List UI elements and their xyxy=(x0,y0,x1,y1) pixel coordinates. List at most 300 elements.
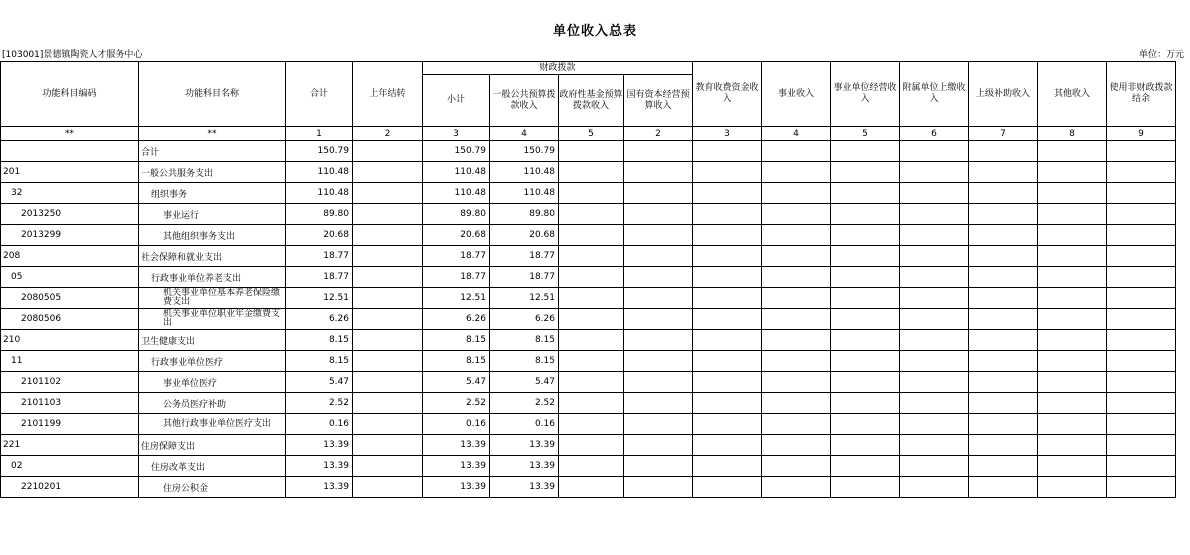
row-total-cell: 110.48 xyxy=(286,162,353,183)
index-row xyxy=(1,127,1176,141)
row-general-budget-cell: 0.16 xyxy=(490,414,559,435)
row-empty-cell xyxy=(559,351,624,372)
row-empty-cell xyxy=(559,204,624,225)
row-empty-cell xyxy=(831,288,900,309)
row-code-cell xyxy=(1,141,139,162)
row-empty-cell xyxy=(969,204,1038,225)
row-empty-cell xyxy=(762,246,831,267)
row-empty-cell xyxy=(1038,393,1107,414)
row-empty-cell xyxy=(831,414,900,435)
row-empty-cell xyxy=(624,225,693,246)
row-empty-cell xyxy=(762,204,831,225)
row-total-cell: 13.39 xyxy=(286,477,353,498)
row-total-cell: 150.79 xyxy=(286,141,353,162)
header-row-1 xyxy=(1,62,1176,75)
row-empty-cell xyxy=(559,309,624,330)
row-empty-cell xyxy=(969,141,1038,162)
row-carryover-cell xyxy=(353,477,423,498)
row-empty-cell xyxy=(831,225,900,246)
row-empty-cell xyxy=(900,162,969,183)
header-education-fee: 教育收费资金收入 xyxy=(693,62,762,127)
row-subtotal-cell: 13.39 xyxy=(423,456,490,477)
row-empty-cell xyxy=(559,183,624,204)
header-code: 功能科目编码 xyxy=(1,62,139,127)
row-empty-cell xyxy=(693,246,762,267)
row-empty-cell xyxy=(693,456,762,477)
row-empty-cell xyxy=(762,372,831,393)
table-row xyxy=(1,393,1176,414)
row-empty-cell xyxy=(900,330,969,351)
row-name-cell: 组织事务 xyxy=(139,183,286,204)
row-empty-cell xyxy=(693,204,762,225)
row-empty-cell xyxy=(1038,141,1107,162)
row-empty-cell xyxy=(1107,372,1176,393)
index-cell: 4 xyxy=(490,127,559,141)
header-superior-subsidy: 上级补助收入 xyxy=(969,62,1038,127)
row-empty-cell xyxy=(1107,246,1176,267)
row-empty-cell xyxy=(1107,288,1176,309)
row-empty-cell xyxy=(559,225,624,246)
row-empty-cell xyxy=(624,456,693,477)
row-empty-cell xyxy=(1038,225,1107,246)
row-empty-cell xyxy=(900,309,969,330)
row-code-cell: 2210201 xyxy=(1,477,139,498)
index-cell: 8 xyxy=(1038,127,1107,141)
row-empty-cell xyxy=(900,351,969,372)
row-total-cell: 0.16 xyxy=(286,414,353,435)
row-empty-cell xyxy=(1107,456,1176,477)
row-empty-cell xyxy=(693,414,762,435)
row-empty-cell xyxy=(624,246,693,267)
row-carryover-cell xyxy=(353,225,423,246)
row-general-budget-cell: 8.15 xyxy=(490,330,559,351)
row-empty-cell xyxy=(900,456,969,477)
row-empty-cell xyxy=(831,372,900,393)
row-empty-cell xyxy=(762,456,831,477)
row-empty-cell xyxy=(1107,351,1176,372)
header-non-fiscal-balance: 使用非财政拨款结余 xyxy=(1107,62,1176,127)
row-empty-cell xyxy=(969,246,1038,267)
row-empty-cell xyxy=(831,267,900,288)
row-name-cell: 合计 xyxy=(139,141,286,162)
row-empty-cell xyxy=(624,372,693,393)
row-code-cell: 2101102 xyxy=(1,372,139,393)
row-empty-cell xyxy=(900,225,969,246)
row-empty-cell xyxy=(624,288,693,309)
table-row xyxy=(1,330,1176,351)
row-empty-cell xyxy=(900,477,969,498)
row-empty-cell xyxy=(693,225,762,246)
row-empty-cell xyxy=(831,309,900,330)
table-row xyxy=(1,183,1176,204)
row-carryover-cell xyxy=(353,435,423,456)
row-empty-cell xyxy=(900,267,969,288)
row-code-cell: 05 xyxy=(1,267,139,288)
index-cell: 4 xyxy=(762,127,831,141)
row-empty-cell xyxy=(969,330,1038,351)
row-code-cell: 201 xyxy=(1,162,139,183)
row-total-cell: 12.51 xyxy=(286,288,353,309)
header-operating: 事业单位经营收入 xyxy=(831,62,900,127)
row-empty-cell xyxy=(831,435,900,456)
row-empty-cell xyxy=(1038,162,1107,183)
row-empty-cell xyxy=(624,204,693,225)
row-empty-cell xyxy=(900,141,969,162)
row-empty-cell xyxy=(969,225,1038,246)
row-empty-cell xyxy=(831,477,900,498)
row-subtotal-cell: 110.48 xyxy=(423,183,490,204)
row-empty-cell xyxy=(693,330,762,351)
row-name-cell: 一般公共服务支出 xyxy=(139,162,286,183)
row-subtotal-cell: 12.51 xyxy=(423,288,490,309)
index-cell: 3 xyxy=(423,127,490,141)
row-empty-cell xyxy=(1107,414,1176,435)
row-general-budget-cell: 20.68 xyxy=(490,225,559,246)
row-name-cell: 机关事业单位职业年金缴费支出 xyxy=(139,309,286,330)
row-empty-cell xyxy=(693,309,762,330)
row-carryover-cell xyxy=(353,456,423,477)
row-general-budget-cell: 110.48 xyxy=(490,162,559,183)
row-empty-cell xyxy=(559,477,624,498)
row-empty-cell xyxy=(831,246,900,267)
table-row xyxy=(1,372,1176,393)
row-empty-cell xyxy=(969,477,1038,498)
row-code-cell: 2101199 xyxy=(1,414,139,435)
row-empty-cell xyxy=(831,351,900,372)
row-empty-cell xyxy=(693,141,762,162)
table-row xyxy=(1,141,1176,162)
row-empty-cell xyxy=(1107,141,1176,162)
row-empty-cell xyxy=(762,435,831,456)
row-code-cell: 2101103 xyxy=(1,393,139,414)
index-cell: 2 xyxy=(353,127,423,141)
row-empty-cell xyxy=(900,435,969,456)
row-code-cell: 2013250 xyxy=(1,204,139,225)
row-name-cell: 住房改革支出 xyxy=(139,456,286,477)
row-subtotal-cell: 13.39 xyxy=(423,435,490,456)
table-row xyxy=(1,414,1176,435)
row-empty-cell xyxy=(831,330,900,351)
row-empty-cell xyxy=(969,414,1038,435)
index-cell: 6 xyxy=(900,127,969,141)
row-code-cell: 32 xyxy=(1,183,139,204)
row-code-cell: 2013299 xyxy=(1,225,139,246)
row-name-cell: 事业单位医疗 xyxy=(139,372,286,393)
row-general-budget-cell: 5.47 xyxy=(490,372,559,393)
header-name: 功能科目名称 xyxy=(139,62,286,127)
index-cell: 2 xyxy=(624,127,693,141)
row-empty-cell xyxy=(624,393,693,414)
row-name-cell: 住房公积金 xyxy=(139,477,286,498)
table-row xyxy=(1,267,1176,288)
row-empty-cell xyxy=(762,225,831,246)
index-cell: 9 xyxy=(1107,127,1176,141)
row-empty-cell xyxy=(693,183,762,204)
organization-label: [103001]景德镇陶瓷人才服务中心 xyxy=(2,50,143,60)
row-empty-cell xyxy=(624,351,693,372)
row-empty-cell xyxy=(969,351,1038,372)
row-empty-cell xyxy=(900,246,969,267)
index-cell: 1 xyxy=(286,127,353,141)
row-total-cell: 8.15 xyxy=(286,351,353,372)
index-cell: ** xyxy=(139,127,286,141)
row-name-cell: 其他行政事业单位医疗支出 xyxy=(139,414,286,435)
row-empty-cell xyxy=(559,141,624,162)
row-empty-cell xyxy=(900,204,969,225)
row-empty-cell xyxy=(900,414,969,435)
income-summary-table xyxy=(0,61,1176,498)
row-total-cell: 18.77 xyxy=(286,246,353,267)
row-empty-cell xyxy=(1038,351,1107,372)
row-total-cell: 6.26 xyxy=(286,309,353,330)
row-total-cell: 20.68 xyxy=(286,225,353,246)
row-name-cell: 行政事业单位医疗 xyxy=(139,351,286,372)
row-name-cell: 住房保障支出 xyxy=(139,435,286,456)
row-empty-cell xyxy=(831,141,900,162)
row-empty-cell xyxy=(624,477,693,498)
row-empty-cell xyxy=(762,330,831,351)
row-empty-cell xyxy=(559,393,624,414)
row-empty-cell xyxy=(900,393,969,414)
row-empty-cell xyxy=(624,183,693,204)
row-name-cell: 机关事业单位基本养老保险缴费支出 xyxy=(139,288,286,309)
row-code-cell: 11 xyxy=(1,351,139,372)
row-empty-cell xyxy=(624,330,693,351)
table-row xyxy=(1,225,1176,246)
row-total-cell: 5.47 xyxy=(286,372,353,393)
table-row xyxy=(1,246,1176,267)
row-empty-cell xyxy=(1038,267,1107,288)
row-general-budget-cell: 110.48 xyxy=(490,183,559,204)
row-empty-cell xyxy=(1107,162,1176,183)
row-empty-cell xyxy=(762,288,831,309)
row-carryover-cell xyxy=(353,162,423,183)
header-fiscal-group: 财政拨款 xyxy=(423,62,693,75)
row-empty-cell xyxy=(693,162,762,183)
table-row xyxy=(1,288,1176,309)
table-row xyxy=(1,309,1176,330)
row-empty-cell xyxy=(969,183,1038,204)
row-empty-cell xyxy=(1107,477,1176,498)
row-general-budget-cell: 6.26 xyxy=(490,309,559,330)
row-code-cell: 221 xyxy=(1,435,139,456)
row-total-cell: 110.48 xyxy=(286,183,353,204)
row-subtotal-cell: 20.68 xyxy=(423,225,490,246)
row-carryover-cell xyxy=(353,372,423,393)
row-empty-cell xyxy=(693,477,762,498)
row-empty-cell xyxy=(559,330,624,351)
row-empty-cell xyxy=(1107,204,1176,225)
row-empty-cell xyxy=(559,456,624,477)
row-empty-cell xyxy=(559,267,624,288)
row-empty-cell xyxy=(762,141,831,162)
row-carryover-cell xyxy=(353,330,423,351)
header-affiliated: 附属单位上缴收入 xyxy=(900,62,969,127)
row-empty-cell xyxy=(831,393,900,414)
table-row xyxy=(1,435,1176,456)
header-other: 其他收入 xyxy=(1038,62,1107,127)
row-subtotal-cell: 6.26 xyxy=(423,309,490,330)
row-empty-cell xyxy=(1107,435,1176,456)
row-code-cell: 2080506 xyxy=(1,309,139,330)
row-subtotal-cell: 13.39 xyxy=(423,477,490,498)
row-name-cell: 公务员医疗补助 xyxy=(139,393,286,414)
row-empty-cell xyxy=(969,456,1038,477)
header-gov-fund: 政府性基金预算拨款收入 xyxy=(559,75,624,127)
row-empty-cell xyxy=(900,288,969,309)
row-subtotal-cell: 150.79 xyxy=(423,141,490,162)
row-empty-cell xyxy=(900,183,969,204)
row-empty-cell xyxy=(624,267,693,288)
row-general-budget-cell: 18.77 xyxy=(490,267,559,288)
row-carryover-cell xyxy=(353,414,423,435)
header-subtotal: 小计 xyxy=(423,75,490,127)
row-general-budget-cell: 13.39 xyxy=(490,456,559,477)
row-empty-cell xyxy=(1107,393,1176,414)
row-empty-cell xyxy=(831,183,900,204)
page-title: 单位收入总表 xyxy=(552,24,637,39)
table-row xyxy=(1,477,1176,498)
row-carryover-cell xyxy=(353,309,423,330)
index-cell: 5 xyxy=(831,127,900,141)
row-general-budget-cell: 150.79 xyxy=(490,141,559,162)
row-total-cell: 18.77 xyxy=(286,267,353,288)
row-general-budget-cell: 18.77 xyxy=(490,246,559,267)
row-empty-cell xyxy=(624,414,693,435)
index-cell: 3 xyxy=(693,127,762,141)
row-carryover-cell xyxy=(353,183,423,204)
row-code-cell: 210 xyxy=(1,330,139,351)
row-subtotal-cell: 8.15 xyxy=(423,330,490,351)
row-empty-cell xyxy=(762,162,831,183)
row-empty-cell xyxy=(1038,288,1107,309)
row-empty-cell xyxy=(831,456,900,477)
table-row xyxy=(1,351,1176,372)
row-empty-cell xyxy=(1038,477,1107,498)
row-empty-cell xyxy=(762,477,831,498)
row-empty-cell xyxy=(762,393,831,414)
row-total-cell: 8.15 xyxy=(286,330,353,351)
row-empty-cell xyxy=(559,414,624,435)
row-empty-cell xyxy=(624,435,693,456)
row-carryover-cell xyxy=(353,288,423,309)
row-empty-cell xyxy=(1038,204,1107,225)
row-carryover-cell xyxy=(353,267,423,288)
row-subtotal-cell: 18.77 xyxy=(423,267,490,288)
row-name-cell: 其他组织事务支出 xyxy=(139,225,286,246)
row-empty-cell xyxy=(624,309,693,330)
row-empty-cell xyxy=(831,204,900,225)
row-empty-cell xyxy=(969,393,1038,414)
row-subtotal-cell: 89.80 xyxy=(423,204,490,225)
row-code-cell: 208 xyxy=(1,246,139,267)
row-subtotal-cell: 110.48 xyxy=(423,162,490,183)
row-empty-cell xyxy=(693,393,762,414)
row-empty-cell xyxy=(1038,372,1107,393)
row-empty-cell xyxy=(762,309,831,330)
row-carryover-cell xyxy=(353,246,423,267)
row-name-cell: 卫生健康支出 xyxy=(139,330,286,351)
row-carryover-cell xyxy=(353,141,423,162)
row-general-budget-cell: 12.51 xyxy=(490,288,559,309)
row-carryover-cell xyxy=(353,351,423,372)
row-name-cell: 行政事业单位养老支出 xyxy=(139,267,286,288)
row-subtotal-cell: 5.47 xyxy=(423,372,490,393)
row-general-budget-cell: 8.15 xyxy=(490,351,559,372)
row-empty-cell xyxy=(559,372,624,393)
row-empty-cell xyxy=(1107,330,1176,351)
row-empty-cell xyxy=(1038,435,1107,456)
row-empty-cell xyxy=(1038,330,1107,351)
row-empty-cell xyxy=(762,267,831,288)
row-empty-cell xyxy=(762,414,831,435)
row-general-budget-cell: 89.80 xyxy=(490,204,559,225)
row-empty-cell xyxy=(969,372,1038,393)
row-empty-cell xyxy=(1107,183,1176,204)
row-empty-cell xyxy=(831,162,900,183)
row-name-cell: 事业运行 xyxy=(139,204,286,225)
row-empty-cell xyxy=(624,162,693,183)
table-row xyxy=(1,204,1176,225)
row-empty-cell xyxy=(693,435,762,456)
header-carryover: 上年结转 xyxy=(353,62,423,127)
header-general-budget: 一般公共预算拨款收入 xyxy=(490,75,559,127)
row-empty-cell xyxy=(1038,309,1107,330)
unit-label: 单位：万元 xyxy=(1138,50,1184,60)
table-row xyxy=(1,456,1176,477)
row-empty-cell xyxy=(624,141,693,162)
index-cell: 7 xyxy=(969,127,1038,141)
row-empty-cell xyxy=(762,183,831,204)
header-total: 合计 xyxy=(286,62,353,127)
header-state-capital: 国有资本经营预算收入 xyxy=(624,75,693,127)
row-general-budget-cell: 13.39 xyxy=(490,435,559,456)
row-empty-cell xyxy=(969,435,1038,456)
row-subtotal-cell: 8.15 xyxy=(423,351,490,372)
header-business: 事业收入 xyxy=(762,62,831,127)
row-empty-cell xyxy=(969,162,1038,183)
row-empty-cell xyxy=(969,288,1038,309)
row-empty-cell xyxy=(693,372,762,393)
row-total-cell: 13.39 xyxy=(286,456,353,477)
row-general-budget-cell: 13.39 xyxy=(490,477,559,498)
row-empty-cell xyxy=(1107,267,1176,288)
row-empty-cell xyxy=(762,351,831,372)
row-empty-cell xyxy=(1038,246,1107,267)
index-cell: 5 xyxy=(559,127,624,141)
row-subtotal-cell: 0.16 xyxy=(423,414,490,435)
row-carryover-cell xyxy=(353,204,423,225)
index-cell: ** xyxy=(1,127,139,141)
row-subtotal-cell: 2.52 xyxy=(423,393,490,414)
row-empty-cell xyxy=(969,267,1038,288)
row-empty-cell xyxy=(1038,183,1107,204)
row-name-cell: 社会保障和就业支出 xyxy=(139,246,286,267)
table-row xyxy=(1,162,1176,183)
row-carryover-cell xyxy=(353,393,423,414)
row-code-cell: 02 xyxy=(1,456,139,477)
row-code-cell: 2080505 xyxy=(1,288,139,309)
row-empty-cell xyxy=(969,309,1038,330)
row-total-cell: 89.80 xyxy=(286,204,353,225)
row-empty-cell xyxy=(1107,309,1176,330)
row-empty-cell xyxy=(693,351,762,372)
row-empty-cell xyxy=(1107,225,1176,246)
row-total-cell: 13.39 xyxy=(286,435,353,456)
row-subtotal-cell: 18.77 xyxy=(423,246,490,267)
row-empty-cell xyxy=(559,246,624,267)
row-empty-cell xyxy=(559,162,624,183)
